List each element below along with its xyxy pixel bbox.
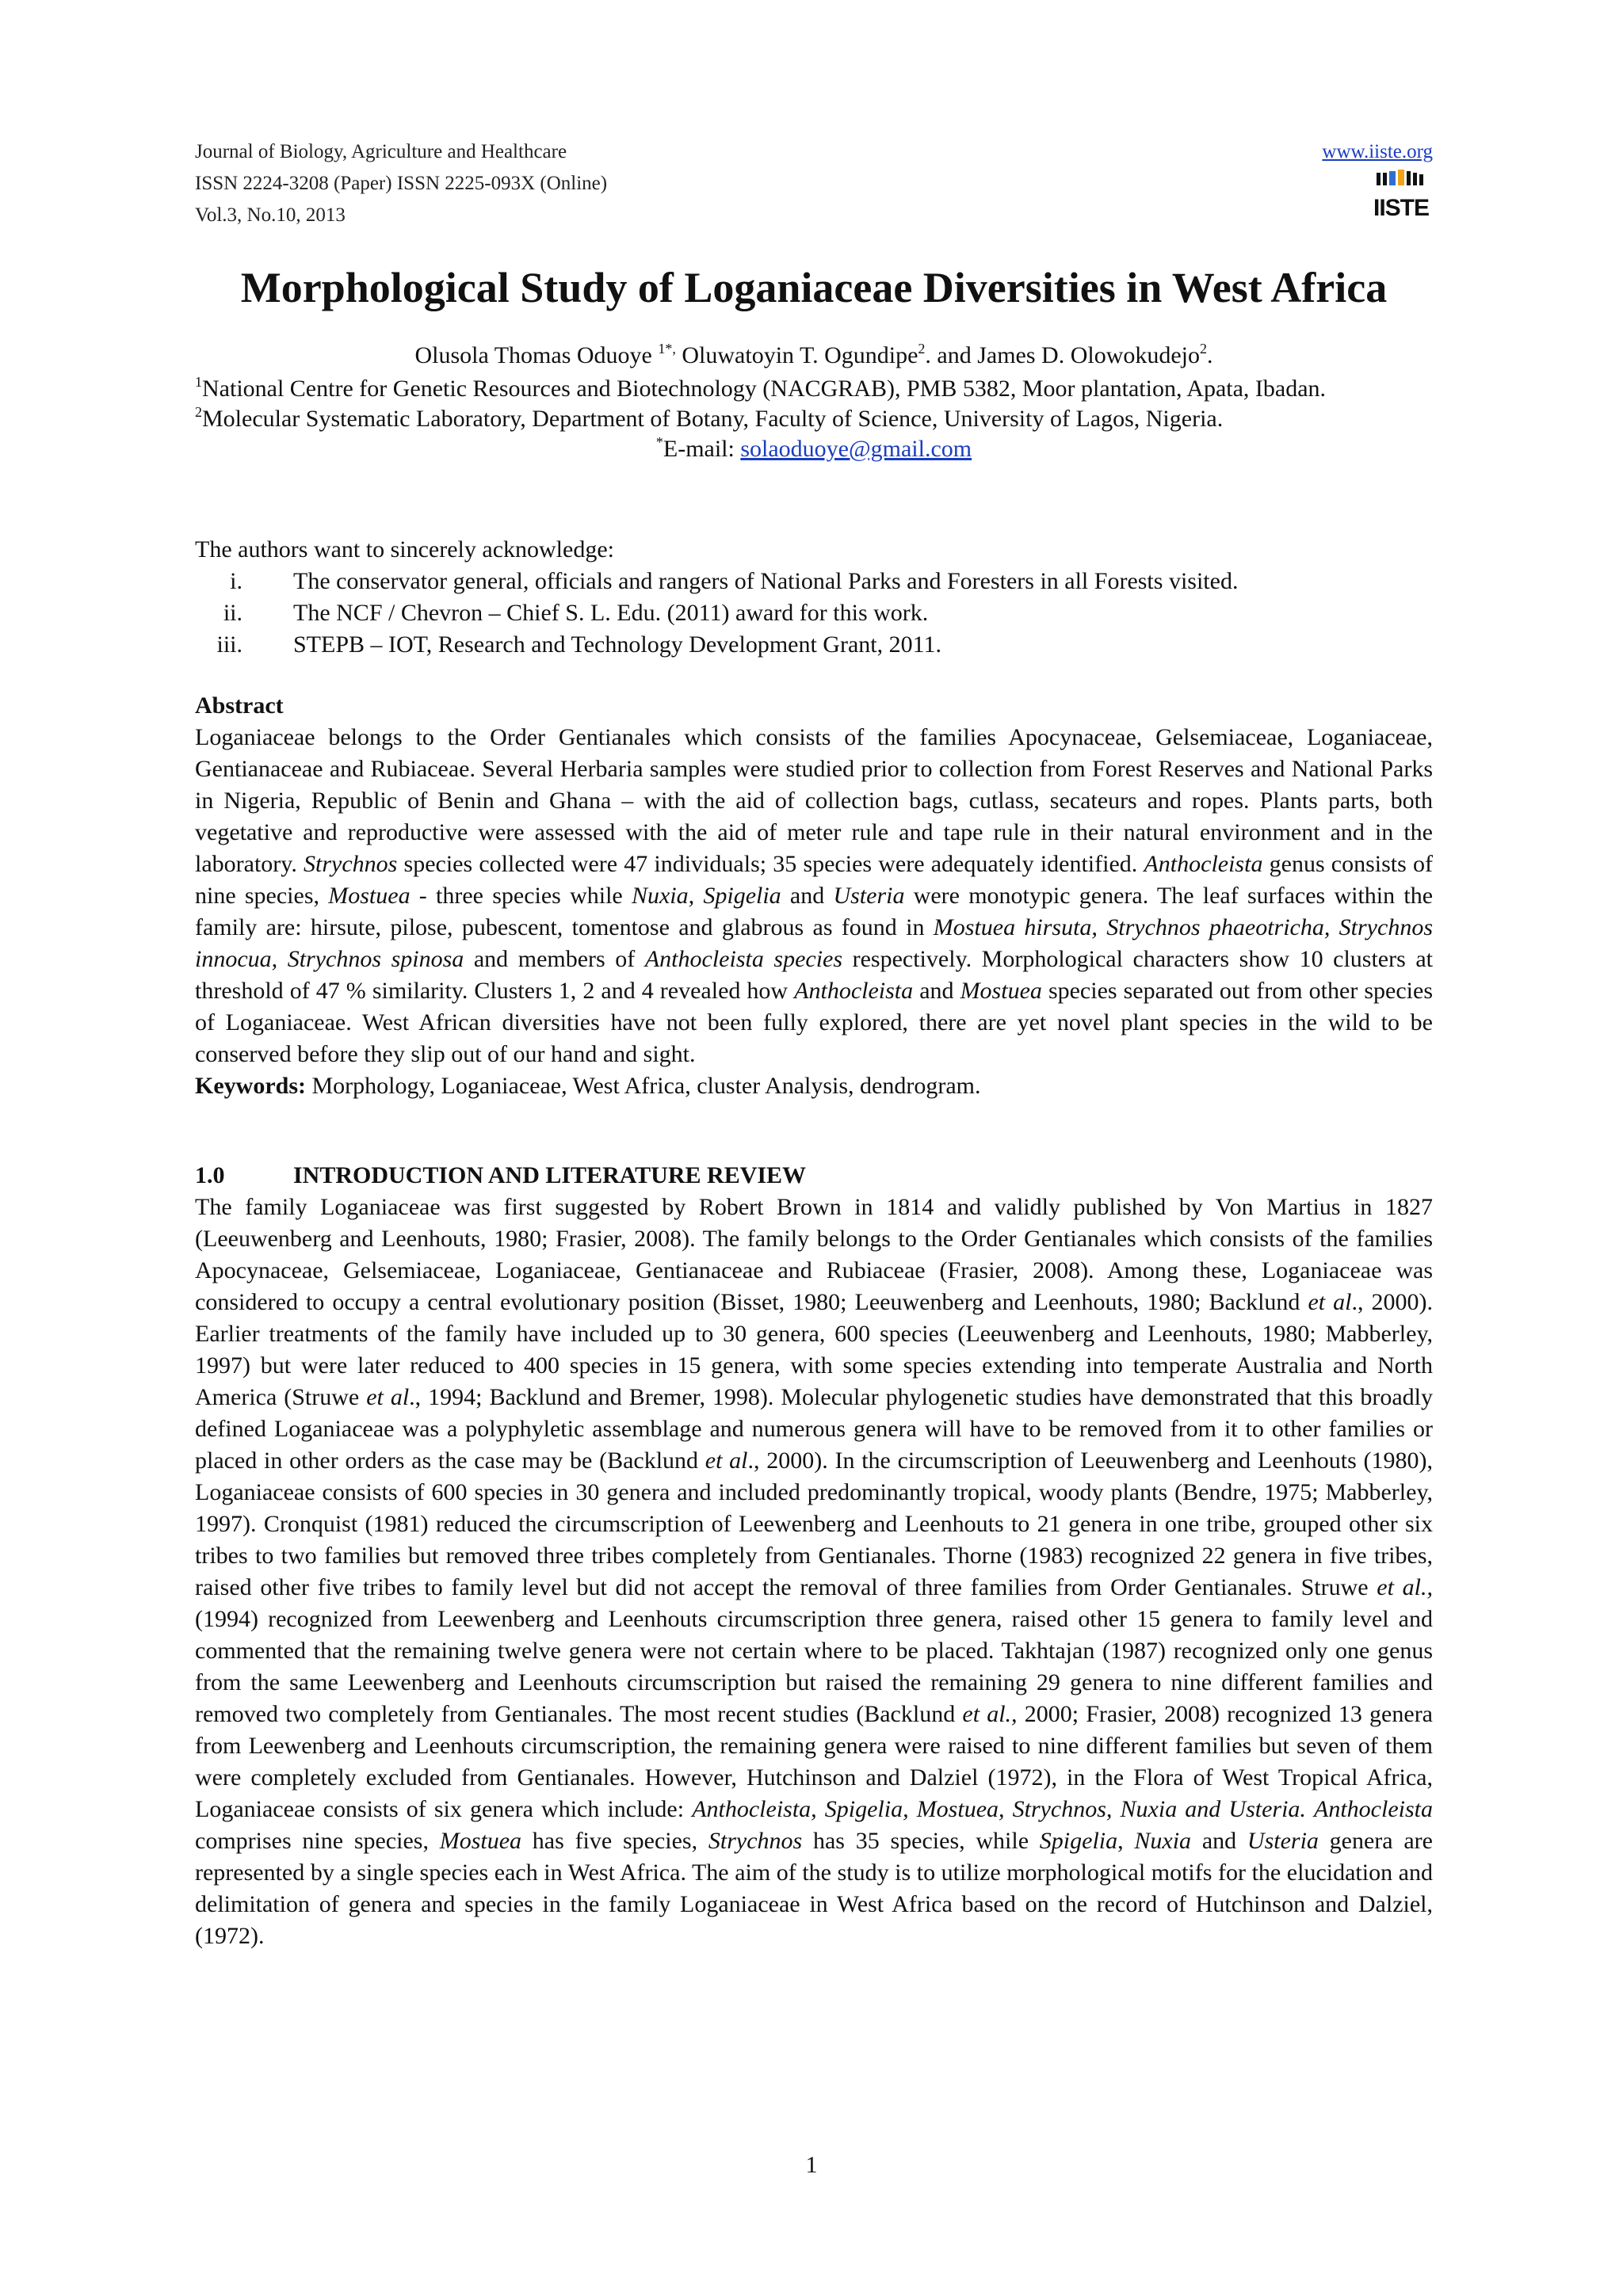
acknowledgement-intro: The authors want to sincerely acknowledge: bbox=[195, 536, 614, 563]
affiliation-2 bbox=[195, 404, 1433, 434]
author-3: . and James D. Olowokudejo bbox=[925, 342, 1201, 368]
item-number: iii. bbox=[216, 631, 242, 658]
abstract bbox=[195, 690, 1433, 1102]
email-mark: * bbox=[655, 434, 663, 450]
acknowledgement-item bbox=[195, 629, 1433, 661]
journal-name: Journal of Biology, Agriculture and Healthcare bbox=[195, 141, 567, 162]
paper-title: Morphological Study of Loganiaceae Diversities in West Africa bbox=[240, 264, 1388, 311]
abstract-body: Loganiaceae belongs to the Order Gentianales which consists of the families Apocynaceae, Gelsemiaceae, Loganiaceae, Gentianaceae and Rubiaceae. Several Herbaria samples were studied prior to collection from Forest Reserves and National Parks in Nigeria, Republic of Benin and Ghana – with the aid of collection bags, cutlass, secateurs and ropes. Plants parts, both vegetative and reproductive were assessed with the aid of meter rule and tape rule in their natural environment and in the laboratory. Strychnos species collected were 47 individuals; 35 species were adequately identified. Anthocleista genus consists of nine species, Mostuea - three species while Nuxia, Spigelia and Usteria were monotypic genera. The leaf surfaces within the family are: hirsute, pilose, pubescent, tomentose and glabrous as found in Mostuea hirsuta, Strychnos phaeotricha, Strychnos innocua, Strychnos spinosa and members of Anthocleista species respectively. Morphological characters show 10 clusters at threshold of 47 % similarity. Clusters 1, 2 and 4 revealed how Anthocleista and Mostuea species separated out from other species of Loganiaceae. West African diversities have not been fully explored, there are yet novel plant species in the wild to be conserved before they slip out of our hand and sight. bbox=[195, 724, 1434, 1067]
item-text: STEPB – IOT, Research and Technology Development Grant, 2011. bbox=[293, 631, 941, 658]
item-number: i. bbox=[230, 568, 242, 594]
journal-website-link[interactable]: www.iiste.org bbox=[1322, 141, 1433, 162]
author-2: Oluwatoyin T. Ogundipe bbox=[675, 342, 918, 368]
keywords-label: Keywords: bbox=[195, 1073, 306, 1099]
affiliation-2-mark: 2 bbox=[195, 404, 202, 420]
introduction-paragraph: The family Loganiaceae was first suggested by Robert Brown in 1814 and validly published by Von Martius in 1827 (Leeuwenberg and Leenhouts, 1980; Frasier, 2008). The family belongs to the Order Gentianales which consists of the families Apocynaceae, Gelsemiaceae, Loganiaceae, Gentianaceae and Rubiaceae (Frasier, 2008). Among these, Loganiaceae was considered to occupy a central evolutionary position (Bisset, 1980; Leeuwenberg and Leenhouts, 1980; Backlund et al., 2000). Earlier treatments of the family have included up to 30 genera, 600 species (Leeuwenberg and Leenhouts, 1980; Mabberley, 1997) but were later reduced to 400 species in 15 genera, with some species extending into temperate Australia and North America (Struwe et al., 1994; Backlund and Bremer, 1998). Molecular phylogenetic studies have demonstrated that this broadly defined Loganiaceae was a polyphyletic assemblage and numerous genera will have to be removed from it to other families or placed in other orders as the case may be (Backlund et al., 2000). In the circumscription of Leeuwenberg and Leenhouts (1980), Loganiaceae consists of 600 species in 30 genera and included predominantly tropical, woody plants (Bendre, 1975; Mabberley, 1997). Cronquist (1981) reduced the circumscription of Leewenberg and Leenhouts to 21 genera in one tribe, grouped other six tribes to two families but removed three tribes completely from Gentianales. Thorne (1983) recognized 22 genera in five tribes, raised other five tribes to family level but did not accept the removal of three families from Order Gentianales. Struwe et al., (1994) recognized from Leewenberg and Leenhouts circumscription three genera, raised other 15 genera to family level and commented that the remaining twelve genera were not certain where to be placed. Takhtajan (1987) recognized only one genus from the same Leewenberg and Leenhouts circumscription but raised the remaining 29 genera to nine different families and removed two completely from Gentianales. The most recent studies (Backlund et al., 2000; Frasier, 2008) recognized 13 genera from Leewenberg and Leenhouts circumscription, the remaining genera were raised to nine different families but seven of them were completely excluded from Gentianales. However, Hutchinson and Dalziel (1972), in the Flora of West Tropical Africa, Loganiaceae consists of six genera which include: Anthocleista, Spigelia, Mostuea, Strychnos, Nuxia and Usteria. Anthocleista comprises nine species, Mostuea has five species, Strychnos has 35 species, while Spigelia, Nuxia and Usteria genera are represented by a single species each in West Africa. The aim of the study is to utilize morphological motifs for the elucidation and delimitation of genera and species in the family Loganiaceae in West Africa based on the record of Hutchinson and Dalziel, (1972). bbox=[195, 1194, 1433, 1949]
acknowledgement-item bbox=[195, 597, 1433, 629]
journal-issn: ISSN 2224-3208 (Paper) ISSN 2225-093X (Online) bbox=[195, 173, 608, 194]
abstract-heading: Abstract bbox=[195, 692, 284, 719]
keywords-text: Morphology, Loganiaceae, West Africa, cluster Analysis, dendrogram. bbox=[305, 1073, 981, 1099]
item-text: The conservator general, officials and rangers of National Parks and Foresters in all Forests visited. bbox=[293, 568, 1239, 594]
affiliations bbox=[195, 374, 1433, 464]
item-text: The NCF / Chevron – Chief S. L. Edu. (2011) award for this work. bbox=[293, 600, 929, 626]
author-1: Olusola Thomas Oduoye bbox=[414, 342, 659, 368]
email-link[interactable]: solaoduoye@gmail.com bbox=[740, 436, 972, 462]
logo-lettering: IISTE bbox=[1373, 195, 1429, 221]
journal-volume: Vol.3, No.10, 2013 bbox=[195, 204, 346, 226]
item-number: ii. bbox=[223, 600, 242, 626]
section-number: 1.0 bbox=[195, 1162, 225, 1188]
acknowledgement bbox=[195, 534, 1433, 661]
affiliation-1 bbox=[195, 374, 1433, 404]
acknowledgement-list bbox=[195, 566, 1433, 661]
iiste-logo bbox=[1373, 168, 1429, 225]
section-heading bbox=[195, 1160, 806, 1192]
affiliation-1-text: National Centre for Genetic Resources and Biotechnology (NACGRAB), PMB 5382, Moor plantation, Apata, Ibadan. bbox=[202, 376, 1327, 402]
affiliation-1-mark: 1 bbox=[195, 374, 202, 390]
author-list bbox=[195, 341, 1433, 371]
affiliation-2-text: Molecular Systematic Laboratory, Department of Botany, Faculty of Science, University of Lagos, Nigeria. bbox=[202, 406, 1224, 432]
email-label: E-mail: bbox=[663, 436, 741, 462]
acknowledgement-item bbox=[195, 566, 1433, 597]
page-number: 1 bbox=[805, 2152, 818, 2178]
email-line bbox=[195, 434, 1433, 464]
author-end: . bbox=[1207, 342, 1213, 368]
author-2-mark: 2 bbox=[918, 341, 926, 357]
keywords bbox=[195, 1070, 1433, 1102]
author-3-mark: 2 bbox=[1200, 341, 1208, 357]
author-1-mark: 1*, bbox=[658, 341, 676, 357]
journal-header bbox=[195, 136, 607, 231]
introduction-body bbox=[195, 1192, 1433, 1952]
section-title: INTRODUCTION AND LITERATURE REVIEW bbox=[293, 1162, 807, 1188]
